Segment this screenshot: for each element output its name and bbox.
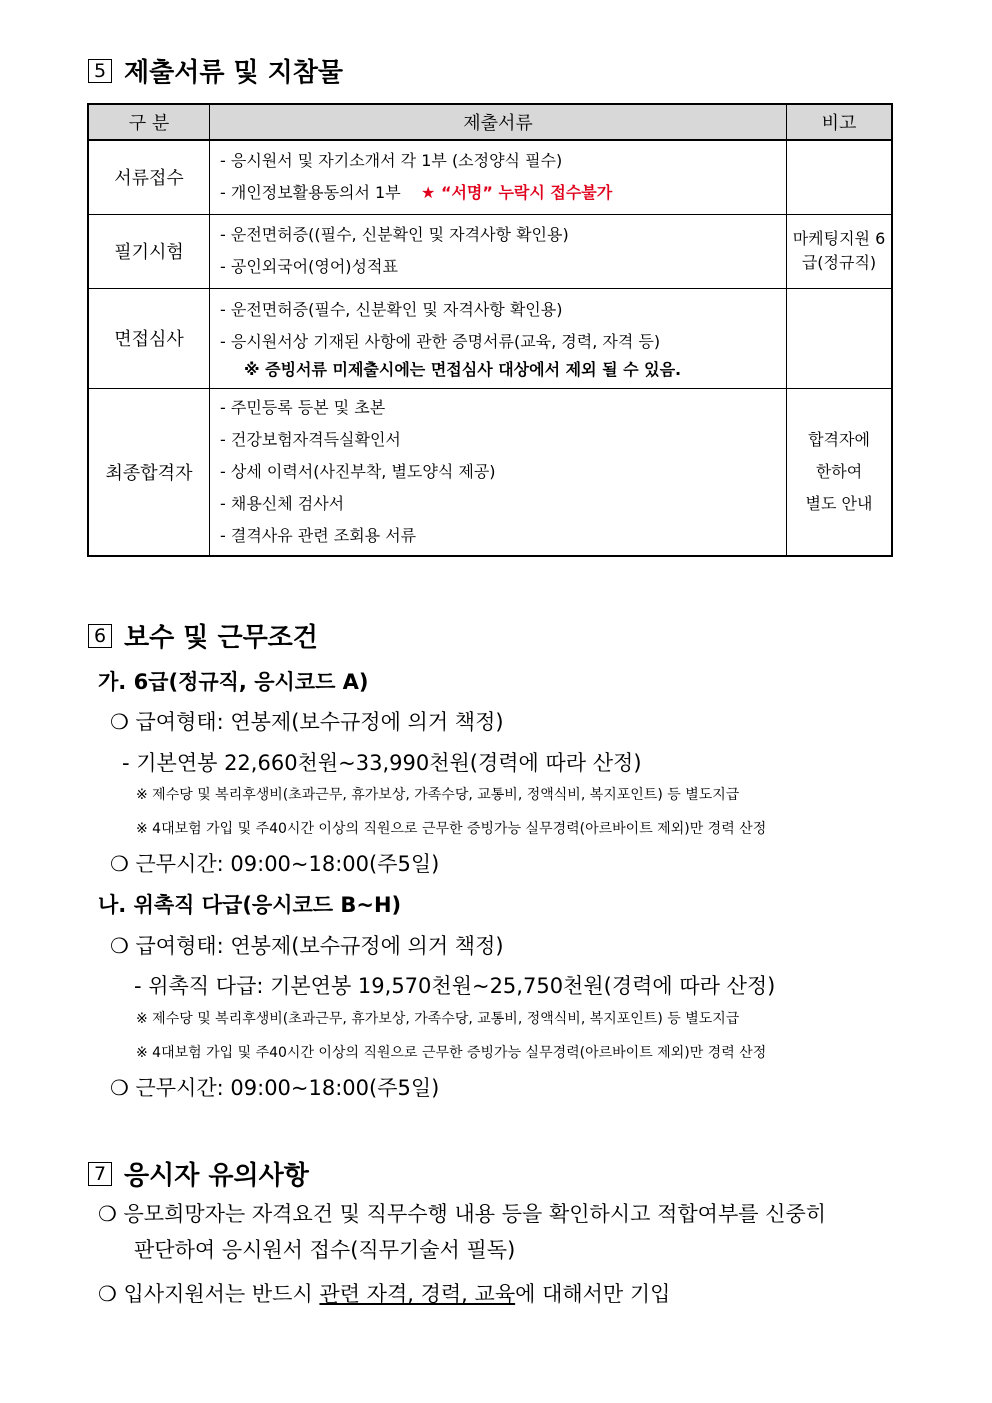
list-item: - 채용신체 검사서 [220,493,345,513]
section-7-title [88,1155,309,1192]
row-items [210,388,787,556]
item-text: - 개인정보활용동의서 1부 [220,183,401,203]
list-item: - 응시원서 및 자기소개서 각 1부 (소정양식 필수) [220,151,563,171]
list-item: - 결격사유 관련 조회용 서류 [220,525,417,545]
list-item: - 주민등록 등본 및 초본 [220,397,386,417]
table-header-row [88,104,892,140]
underlined-text: 관련 자격, 경력, 교육 [319,1282,516,1306]
section-heading: 응시자 유의사항 [124,1161,309,1191]
list-item [220,177,776,209]
note-line: 합격자에 [808,429,870,449]
table-row [88,214,892,288]
row-note [787,140,893,214]
work-hours-a: ❍ 근무시간: 09:00~18:00(주5일) [110,852,440,876]
career-note-b: ※ 4대보험 가입 및 주40시간 이상의 직원으로 근무한 증빙가능 실무경력(아르바이트 제외)만 경력 산정 [136,1045,767,1061]
row-category: 면접심사 [88,288,210,388]
salary-type-a: ❍ 급여형태: 연봉제(보수규정에 의거 책정) [110,710,504,734]
allowance-note-b: ※ 제수당 및 복리후생비(초과근무, 휴가보상, 가족수당, 교통비, 정액식비, 복지포인트) 등 별도지급 [136,1011,740,1027]
row-note: 마케팅지원 6급(정규직) [787,214,893,288]
row-note [787,288,893,388]
salary-type-b: ❍ 급여형태: 연봉제(보수규정에 의거 책정) [110,934,504,958]
notice-item-2 [98,1278,670,1308]
header-category: 구 분 [88,104,210,140]
table-row [88,140,892,214]
base-salary-a: - 기본연봉 22,660천원~33,990천원(경력에 따라 산정) [122,751,642,775]
list-item: - 건강보험자격득실확인서 [220,429,401,449]
row-category: 최종합격자 [88,388,210,556]
table-row [88,388,892,556]
row-category: 필기시험 [88,214,210,288]
list-item: - 운전면허증((필수, 신분확인 및 자격사항 확인용) [220,225,569,244]
row-items [210,288,787,388]
exclusion-note: ※ 증빙서류 미제출시에는 면접심사 대상에서 제외 될 수 있음. [244,360,682,379]
row-items [210,214,787,288]
pay-subheading-a: 가. 6급(정규직, 응시코드 A) [98,670,369,694]
section-number: 6 [88,624,112,648]
notice-text: ❍ 입사지원서는 반드시 [98,1282,320,1306]
notice-text: 에 대해서만 기입 [515,1282,671,1306]
row-items [210,140,787,214]
list-item: - 응시원서상 기재된 사항에 관한 증명서류(교육, 경력, 자격 등) [220,332,661,351]
pay-subheading-b: 나. 위촉직 다급(응시코드 B~H) [98,893,402,917]
notice-item-1: ❍ 응모희망자는 자격요건 및 직무수행 내용 등을 확인하시고 적합여부를 신중히 [98,1202,827,1226]
section-number: 7 [88,1162,112,1186]
notice-item-1-cont: 판단하여 응시원서 접수(직무기술서 필독) [134,1238,516,1262]
note-line: 한하여 [815,461,863,481]
section-heading: 보수 및 근무조건 [124,623,318,653]
section-number: 5 [88,59,112,83]
row-category: 서류접수 [88,140,210,214]
career-note-a: ※ 4대보험 가입 및 주40시간 이상의 직원으로 근무한 증빙가능 실무경력(아르바이트 제외)만 경력 산정 [136,821,767,837]
documents-table [87,103,893,557]
work-hours-b: ❍ 근무시간: 09:00~18:00(주5일) [110,1076,440,1100]
section-heading: 제출서류 및 지참물 [124,58,344,88]
signature-warning: ★ “서명” 누락시 접수불가 [421,183,613,203]
row-note [787,388,893,556]
section-5-title [88,52,343,89]
note-line: 별도 안내 [805,493,873,513]
allowance-note-a: ※ 제수당 및 복리후생비(초과근무, 휴가보상, 가족수당, 교통비, 정액식비, 복지포인트) 등 별도지급 [136,787,740,803]
table-row [88,288,892,388]
list-item: - 운전면허증(필수, 신분확인 및 자격사항 확인용) [220,300,563,319]
list-item: - 상세 이력서(사진부착, 별도양식 제공) [220,461,496,481]
header-note: 비고 [787,104,893,140]
list-item: - 공인외국어(영어)성적표 [220,257,398,276]
section-6-title [88,617,318,654]
base-salary-b: - 위촉직 다급: 기본연봉 19,570천원~25,750천원(경력에 따라 산정) [134,974,776,998]
header-documents: 제출서류 [210,104,787,140]
